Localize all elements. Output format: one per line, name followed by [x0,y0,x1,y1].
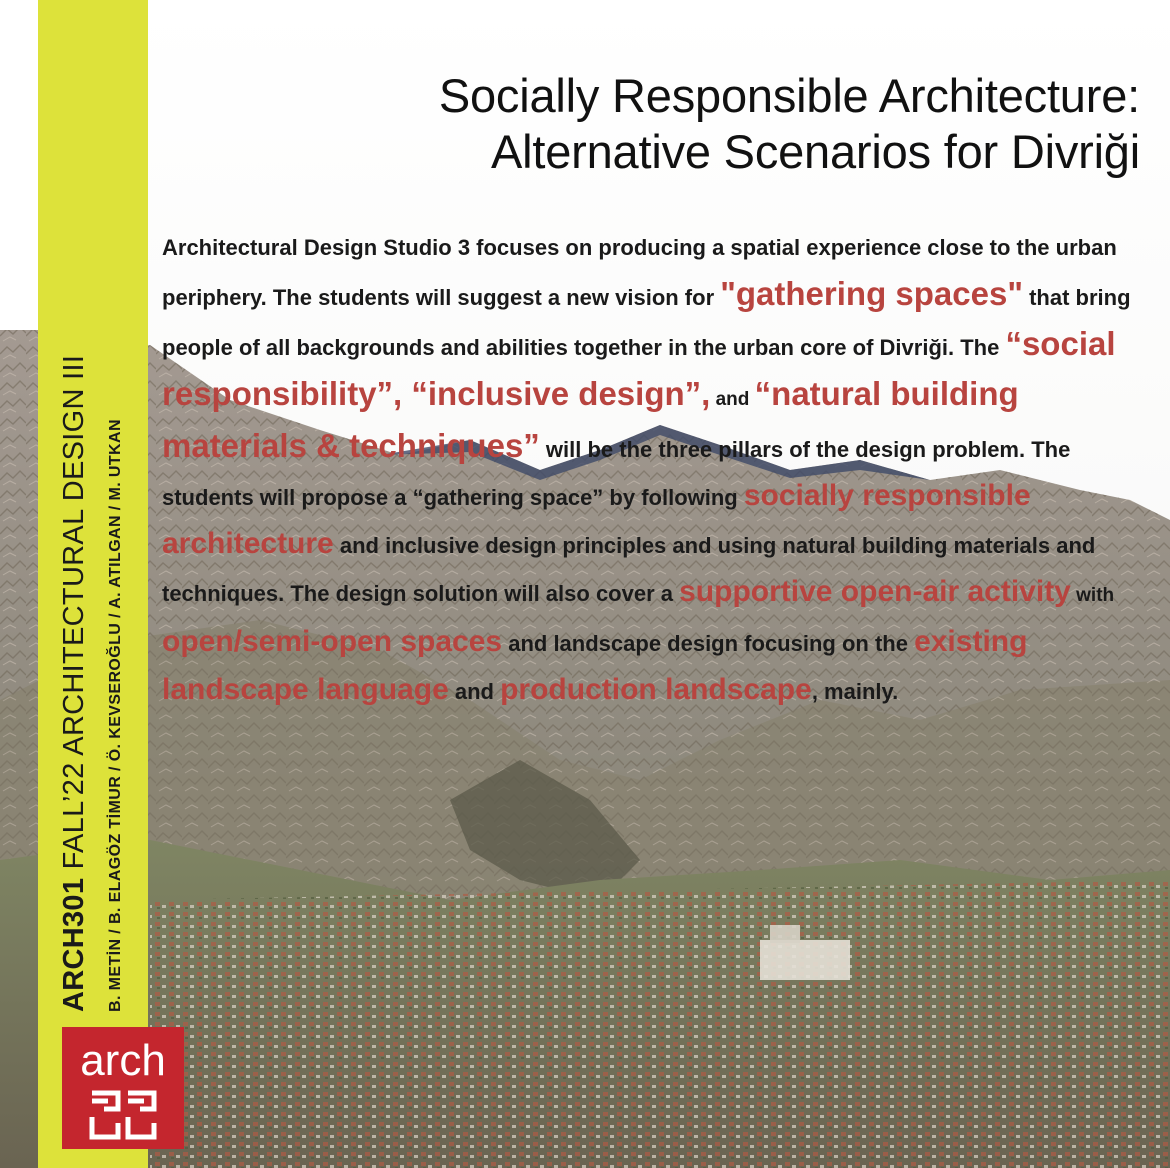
title-line-1: Socially Responsible Architecture: [438,69,1140,122]
description-paragraph [162,225,1142,715]
body-text-5: and inclusive design principles and using natural building materials and techniques. The design solution will also cover a [162,533,1096,606]
course-code: ARCH301 [58,877,90,1012]
logo-word: arch [80,1036,166,1085]
body-text-1: Architectural Design Studio 3 focuses on producing a spatial experience close to the urban periphery. The students will suggest a new vision for [162,235,1117,310]
title-line-2: Alternative Scenarios for Divriği [490,125,1140,178]
highlight-open-air-activity: supportive open-air activity [679,575,1071,608]
page-title [439,68,1140,180]
highlight-socially-responsible: socially responsible architecture [162,479,1031,560]
highlight-gathering-spaces: "gathering spaces" [720,275,1023,312]
body-text-3: and [710,389,755,410]
highlight-open-spaces: open/semi-open spaces [162,625,503,658]
body-text-2: that bring people of all backgrounds and abilities together in the urban core of Divriği. The [162,285,1131,360]
body-text-8: and [448,679,501,704]
course-title [57,355,91,1012]
sidebar-text [58,212,173,1012]
course-name: FALL’22 ARCHITECTURAL DESIGN III [58,354,90,870]
logo-mark-icon [88,1089,158,1141]
instructors: B. METİN / B. ELAGÖZ TİMUR / Ö. KEVSEROĞLU / A. ATILGAN / M. UTKAN [107,419,124,1012]
highlight-landscape-language: existing landscape language [162,625,1028,706]
body-text-4: will be the three pillars of the design problem. The students will propose a “gathering space” by following [162,437,1071,510]
highlight-production-landscape: production landscape [500,673,812,706]
body-text-6: with [1070,585,1115,606]
highlight-social-inclusive: “social responsibility”, “inclusive design”, [162,325,1116,412]
arch-logo [62,1027,184,1149]
body-text-9: , mainly. [811,679,899,704]
highlight-natural-materials: “natural building materials & techniques” [162,375,1019,464]
body-text-7: and landscape design focusing on the [502,631,915,656]
